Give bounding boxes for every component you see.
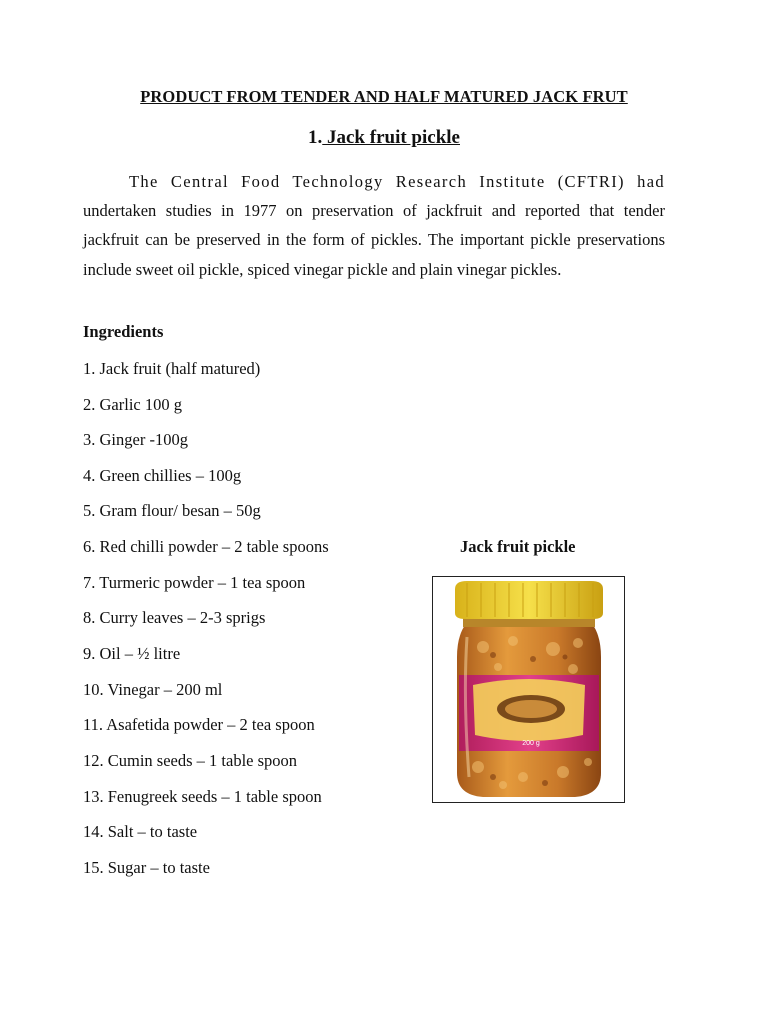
section-heading [0, 127, 768, 149]
ingredient-item: 6. Red chilli powder – 2 table spoons [83, 537, 329, 556]
ingredient-item: 11. Asafetida powder – 2 tea spoon [83, 715, 315, 734]
intro-first-line: The Central Food Technology Research Institute (CFTRI) had [129, 172, 665, 191]
ingredient-item: 12. Cumin seeds – 1 table spoon [83, 751, 298, 770]
pickle-jar-photo [432, 576, 625, 803]
pickle-jar-icon [433, 577, 624, 802]
ingredient-item: 8. Curry leaves – 2-3 sprigs [83, 608, 266, 627]
ingredient-item: 9. Oil – ½ litre [83, 644, 181, 663]
intro-rest: undertaken studies in 1977 on preservation of jackfruit and reported that tender jackfruit can be preserved in the form of pickles. The important pickle preservations include sweet oil pickle, spiced vinegar pickle and plain vinegar pickles. [83, 201, 665, 279]
jar-label-text: 200 g [522, 740, 540, 747]
ingredient-item: 5. Gram flour/ besan – 50g [83, 501, 261, 520]
ingredient-item: 10. Vinegar – 200 ml [83, 680, 223, 699]
ingredients-heading: Ingredients [83, 322, 164, 341]
intro-paragraph [83, 167, 665, 284]
ingredient-item: 7. Turmeric powder – 1 tea spoon [83, 573, 306, 592]
ingredient-item: 3. Ginger -100g [83, 430, 188, 449]
ingredient-item: 2. Garlic 100 g [83, 395, 182, 414]
ingredient-item: 15. Sugar – to taste [83, 858, 210, 877]
section-number: 1. [308, 127, 323, 148]
ingredient-item: 4. Green chillies – 100g [83, 466, 242, 485]
document-title: PRODUCT FROM TENDER AND HALF MATURED JACK FRUT [140, 87, 628, 106]
ingredient-item: 1. Jack fruit (half matured) [83, 359, 261, 378]
ingredient-item: 14. Salt – to taste [83, 822, 198, 841]
ingredient-item: 13. Fenugreek seeds – 1 table spoon [83, 787, 322, 806]
photo-caption: Jack fruit pickle [460, 537, 576, 556]
section-title: Jack fruit pickle [322, 127, 460, 148]
